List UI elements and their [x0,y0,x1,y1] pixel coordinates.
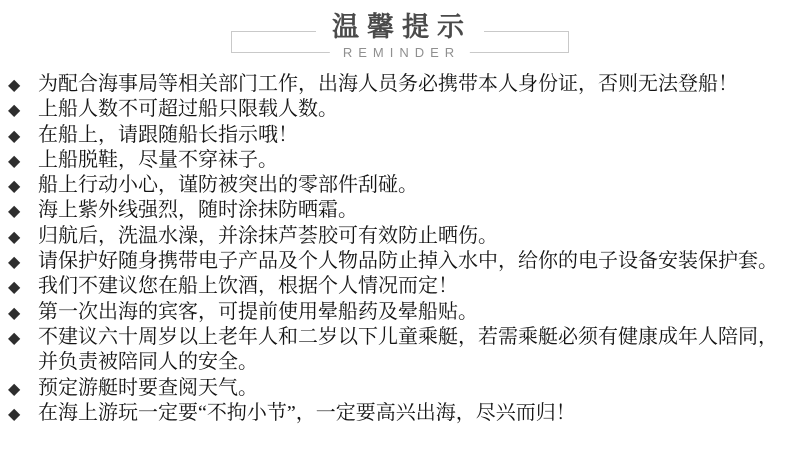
list-item-text: 第一次出海的宾客，可提前使用晕船药及晕船贴。 [38,300,478,323]
diamond-bullet-icon: ◆ [8,403,21,423]
list-item-text: 请保护好随身携带电子产品及个人物品防止掉入水中，给你的电子设备安装保护套。 [38,250,778,273]
list-item [0,325,800,376]
reminder-list [0,72,800,426]
diamond-bullet-icon: ◆ [8,277,21,297]
list-item [0,72,800,97]
list-item [0,300,800,325]
list-item-text: 上船脱鞋，尽量不穿袜子。 [38,148,278,171]
list-item-text: 我们不建议您在船上饮酒，根据个人情况而定！ [38,275,458,298]
diamond-bullet-icon: ◆ [8,252,21,272]
list-item [0,173,800,198]
list-item [0,148,800,173]
list-item-text: 在船上，请跟随船长指示哦！ [38,123,298,146]
list-item-text: 海上紫外线强烈，随时涂抹防晒霜。 [38,199,358,222]
list-item-text: 在海上游玩一定要“不拘小节”，一定要高兴出海，尽兴而归！ [38,401,576,424]
diamond-bullet-icon: ◆ [8,75,21,94]
diamond-bullet-icon: ◆ [8,150,21,170]
list-item [0,376,800,401]
list-item [0,401,800,426]
list-item [0,274,800,299]
page-subtitle: REMINDER [330,45,470,60]
header-frame [231,12,569,60]
diamond-bullet-icon: ◆ [8,176,21,196]
page-title: 温馨提示 [316,13,484,41]
list-item [0,198,800,223]
reminder-notice [0,12,800,426]
list-item-text: 不建议六十周岁以上老年人和二岁以下儿童乘艇，若需乘艇必须有健康成年人陪同，并负责被陪同人的安全。 [38,325,778,374]
list-item-text: 预定游艇时要查阅天气。 [38,376,258,399]
list-item [0,123,800,148]
diamond-bullet-icon: ◆ [8,378,21,398]
diamond-bullet-icon: ◆ [8,302,21,322]
diamond-bullet-icon: ◆ [8,327,21,347]
diamond-bullet-icon: ◆ [8,226,21,246]
list-item-text: 上船人数不可超过船只限载人数。 [38,98,338,121]
diamond-bullet-icon: ◆ [8,125,21,145]
diamond-bullet-icon: ◆ [8,100,21,120]
list-item-text: 为配合海事局等相关部门工作，出海人员务必携带本人身份证，否则无法登船！ [38,73,738,95]
diamond-bullet-icon: ◆ [8,201,21,221]
list-item [0,224,800,249]
list-item [0,249,800,274]
list-item-text: 归航后，洗温水澡，并涂抹芦荟胶可有效防止晒伤。 [38,224,498,247]
list-item-text: 船上行动小心，谨防被突出的零部件刮碰。 [38,174,418,197]
list-item [0,97,800,122]
header [0,12,800,60]
